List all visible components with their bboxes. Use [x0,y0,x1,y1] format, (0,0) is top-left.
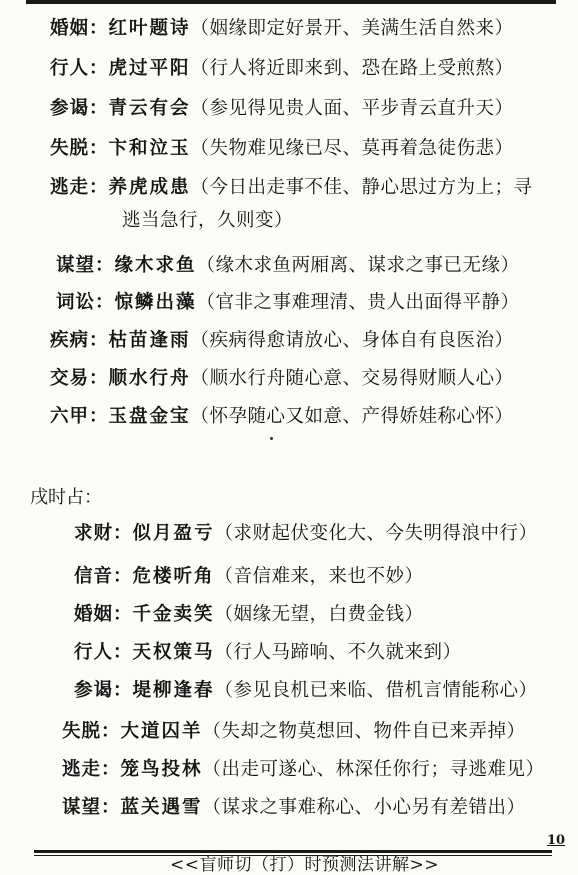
entry-shituo-1 [50,138,514,160]
entry-title: 红叶题诗 [108,18,191,39]
entry-desc: （姻缘无望，白费金钱） [214,604,424,625]
entry-key: 信音： [74,566,133,587]
entry-key: 求财： [74,523,133,544]
entry-key: 失脱： [50,138,109,159]
entry-title: 似月盈亏 [132,523,215,544]
entry-title: 青云有会 [108,98,191,119]
entry-title: 危楼听角 [132,566,215,587]
entry-xingren-2 [74,642,462,664]
entry-continuation: 逃当急行，久则变） [122,210,294,231]
entry-key: 疾病： [50,330,109,351]
entry-desc: （失物难见缘已尽、莫再着急徒伤悲） [190,138,514,159]
entry-desc: （行人马蹄响、不久就来到） [214,642,462,663]
entry-desc: （今日出走事不佳、静心思过方为上；寻 [190,177,533,198]
entry-desc: （音信难来，来也不妙） [214,566,424,587]
entry-title: 玉盘金宝 [108,406,191,427]
section-heading: 戌时占： [30,487,102,508]
entry-mouwang-1 [56,255,520,277]
entry-title: 惊鳞出藻 [114,292,197,313]
scan-speck [270,437,273,440]
entry-xinyin [74,566,424,588]
entry-desc: （谋求之事难称心、小心另有差错出） [202,797,526,818]
entry-title: 大道囚羊 [120,721,203,742]
entry-title: 养虎成患 [108,177,191,198]
entry-desc: （行人将近即来到、恐在路上受煎熬） [190,58,514,79]
entry-taozou-2 [62,759,545,781]
entry-title: 虎过平阳 [108,58,191,79]
entry-title: 蓝关遇雪 [120,797,203,818]
entry-canye-1 [50,98,514,120]
entry-desc: （求财起伏变化大、今失明得浪中行） [214,523,538,544]
footer-rule [34,850,552,853]
entry-hunyin-1 [50,18,514,40]
entry-jibing [50,330,514,352]
entry-desc: （顺水行舟随心意、交易得财顺人心） [190,368,514,389]
entry-title: 缘木求鱼 [114,255,197,276]
entry-key: 参谒： [74,680,133,701]
entry-key: 婚姻： [50,18,109,39]
entry-canye-2 [74,680,538,702]
entry-desc: （参见良机已来临、借机言情能称心） [214,680,538,701]
entry-key: 逃走： [62,759,121,780]
entry-cisong [56,292,520,314]
entry-key: 词讼： [56,292,115,313]
entry-title: 枯苗逢雨 [108,330,191,351]
entry-key: 六甲： [50,406,109,427]
entry-title: 笼鸟投林 [120,759,203,780]
entry-title: 天权策马 [132,642,215,663]
entry-title: 千金卖笑 [132,604,215,625]
entry-desc: （姻缘即定好景开、美满生活自然来） [190,18,514,39]
entry-desc: （出走可遂心、林深任你行；寻逃难见） [202,759,545,780]
entry-liujia [50,406,514,428]
page-number: 10 [547,833,566,848]
entry-shituo-2 [62,721,526,743]
footer-book-title: <<盲师切（打）时预测法讲解>> [170,855,439,875]
entry-taozou-1 [50,177,533,199]
entry-jiaoyi [50,368,514,390]
entry-key: 行人： [50,58,109,79]
entry-key: 婚姻： [74,604,133,625]
entry-desc: （疾病得愈请放心、身体自有良医治） [190,330,514,351]
entry-desc: （怀孕随心又如意、产得娇娃称心怀） [190,406,514,427]
entry-desc: （参见得见贵人面、平步青云直升天） [190,98,514,119]
entry-key: 逃走： [50,177,109,198]
entry-desc: （官非之事难理清、贵人出面得平静） [196,292,520,313]
entry-key: 谋望： [62,797,121,818]
top-rule [26,0,556,4]
entry-title: 卞和泣玉 [108,138,191,159]
entry-hunyin-2 [74,604,424,626]
entry-key: 行人： [74,642,133,663]
entry-desc: （缘木求鱼两厢离、谋求之事已无缘） [196,255,520,276]
entry-qiucai [74,523,538,545]
entry-title: 顺水行舟 [108,368,191,389]
entry-title: 堤柳逢春 [132,680,215,701]
entry-key: 交易： [50,368,109,389]
entry-desc: （失却之物莫想回、物件自已来弄掉） [202,721,526,742]
entry-key: 失脱： [62,721,121,742]
entry-mouwang-2 [62,797,526,819]
entry-key: 谋望： [56,255,115,276]
entry-xingren-1 [50,58,514,80]
entry-key: 参谒： [50,98,109,119]
